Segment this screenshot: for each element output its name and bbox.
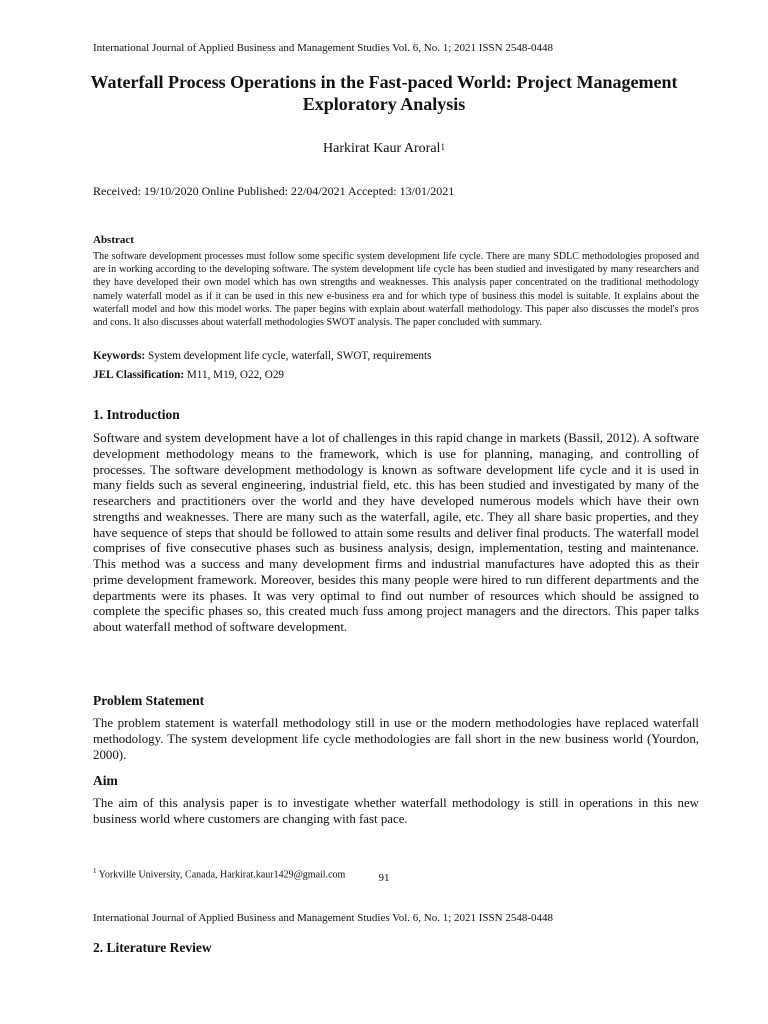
keywords-line xyxy=(93,349,699,363)
author-line xyxy=(80,140,688,158)
literature-review-heading: 2. Literature Review xyxy=(93,940,212,955)
aim-heading: Aim xyxy=(93,773,118,788)
problem-statement-body: The problem statement is waterfall methodology still in use or the modern methodologies have replaced waterfall methodology. The system development life cycle methodologies are fall short in the new business world (Yourdon, 2000). xyxy=(93,716,699,762)
abstract-heading: Abstract xyxy=(93,234,134,246)
publication-dates: Received: 19/10/2020 Online Published: 22/04/2021 Accepted: 13/01/2021 xyxy=(93,184,455,198)
keywords-label: Keywords: xyxy=(93,350,146,362)
footnote-text: Yorkville University, Canada, Harkirat.kaur1429@gmail.com xyxy=(96,869,346,881)
affiliation-mark: 1 xyxy=(440,142,445,152)
page-number: 91 xyxy=(378,872,390,884)
next-page-journal-header: International Journal of Applied Business and Management Studies Vol. 6, No. 1; 2021 ISSN 2548-0448 xyxy=(93,912,554,924)
footnote-mark: 1 xyxy=(93,867,97,875)
paper-title: Waterfall Process Operations in the Fast-paced World: Project Management Exploratory Analysis xyxy=(90,72,678,114)
problem-statement-heading: Problem Statement xyxy=(93,693,205,708)
keywords-value: System development life cycle, waterfall, SWOT, requirements xyxy=(145,350,432,362)
abstract-body: The software development processes must follow some specific system development life cycle. There are many SDLC methodologies proposed and are in working according to the developing software. The system development life cycle has been studied and investigated by many researchers and they have developed their own model which has own strengths and weaknesses. This analysis paper concentrated on the traditional methodology namely waterfall model as if it can be used in this new e-business era and for which type of business this model is suitable. It explains about the waterfall model and how this model works. The paper begins with explain about waterfall methodology. This paper also discusses the model's pros and cons. It also discusses about waterfall methodologies SWOT analysis. The paper concluded with summary. xyxy=(93,251,699,329)
jel-classification-line xyxy=(93,368,699,382)
journal-header: International Journal of Applied Business and Management Studies Vol. 6, No. 1; 2021 ISSN 2548-0448 xyxy=(93,42,554,54)
author-name: Harkirat Kaur Aroral xyxy=(323,141,441,156)
introduction-body: Software and system development have a lot of challenges in this rapid change in markets (Bassil, 2012). A software development methodology means to the framework, which is use for planning, managing, and controlling of processes. The software development methodology is known as software development life cycle and it is used in many fields such as several engineering, industrial field, etc. this has been studied and investigated by many of the researchers and practitioners over the world and they have developed numerous models which have their own strengths and weaknesses. There are many such as the waterfall, agile, etc. They all share basic properties, and they have sequence of steps that should be followed to attain some results and deliver final products. The waterfall model comprises of five consecutive phases such as business analysis, design, implementation, testing and maintenance. This method was a success and many development firms and industrial manufactures have adopted this as their prime development framework. Moreover, besides this many people were hired to run different departments and the departments were its phases. It was very optimal to find out number of resources which should be assigned to complete the specific phases so, this created much fuss among project managers and the directors. This paper talks about waterfall method of software development. xyxy=(93,431,699,634)
introduction-heading: 1. Introduction xyxy=(93,407,180,422)
jel-label: JEL Classification: xyxy=(93,369,185,381)
jel-value: M11, M19, O22, O29 xyxy=(184,369,285,381)
aim-body: The aim of this analysis paper is to investigate whether waterfall methodology is still in operations in this new business world where customers are changing with fast pace. xyxy=(93,796,699,826)
